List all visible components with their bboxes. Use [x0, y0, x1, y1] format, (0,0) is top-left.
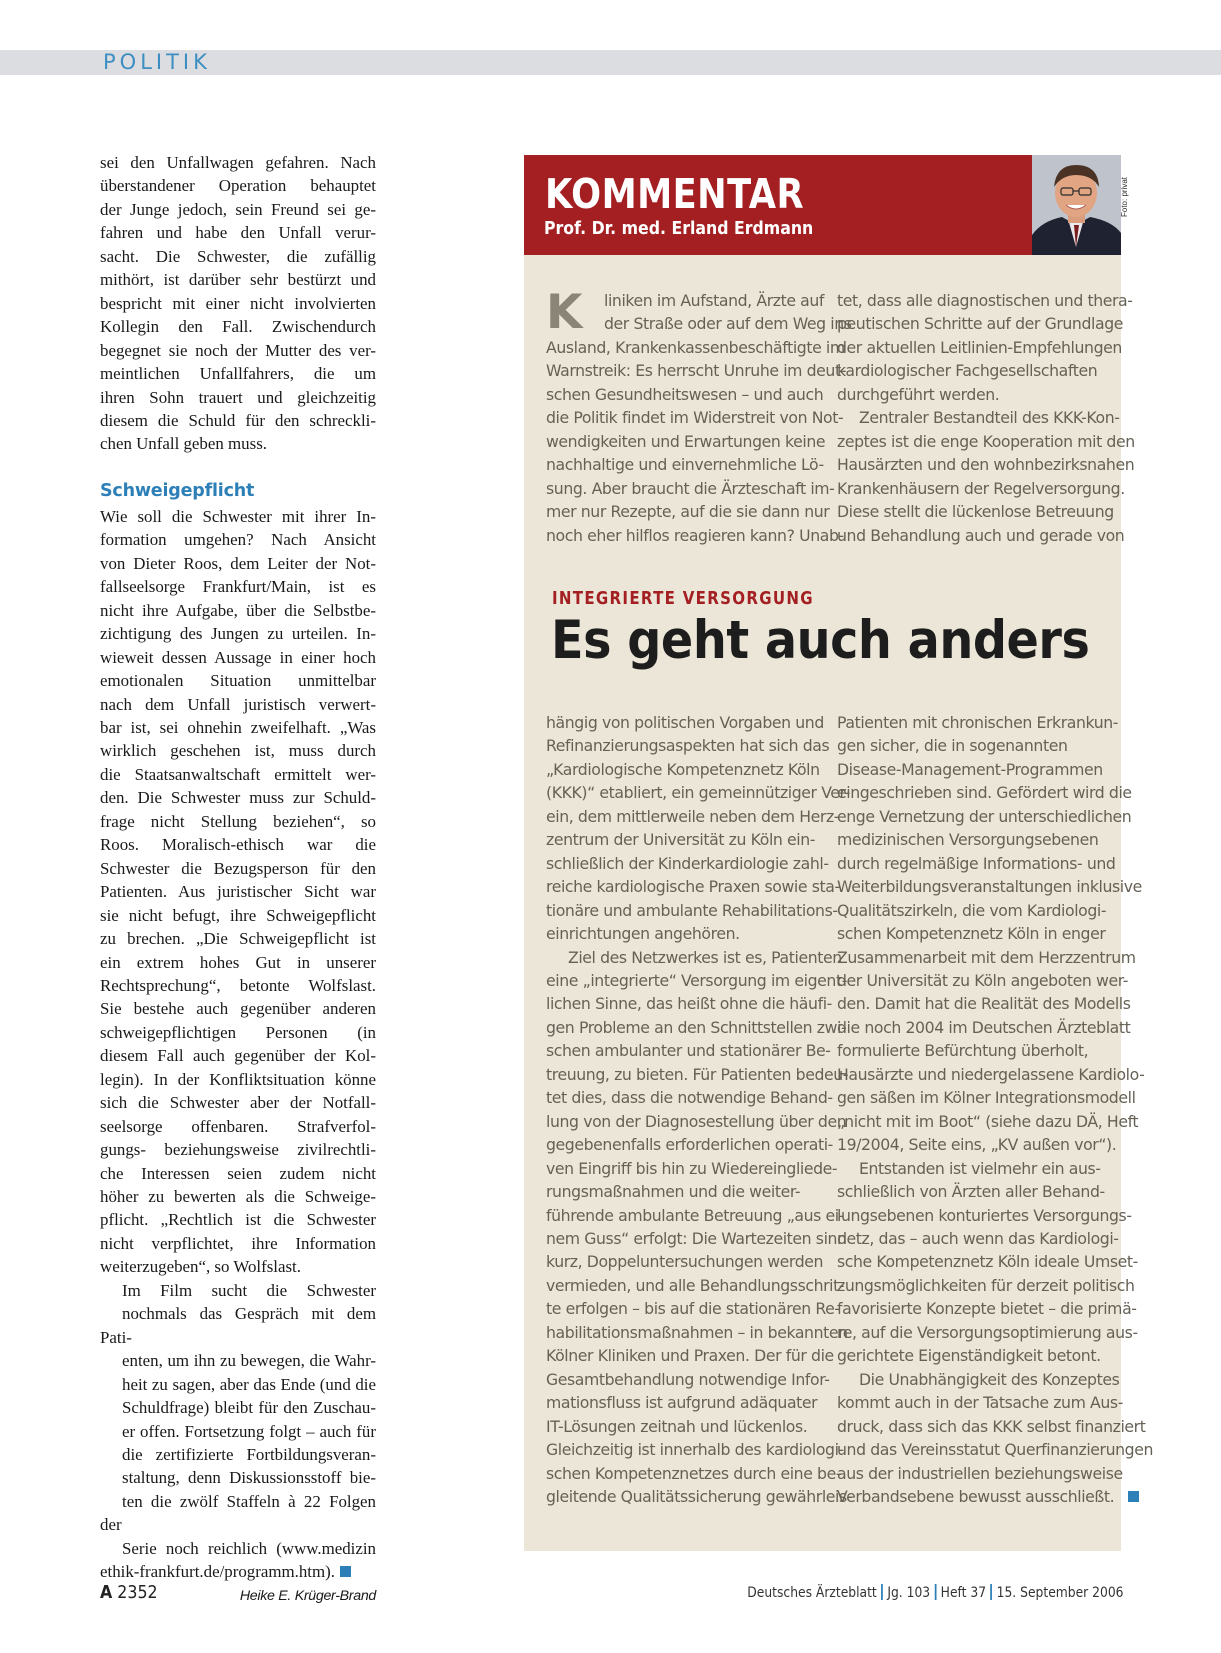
text-line: Schuldfrage) bleibt für den Zuschau- — [122, 1398, 376, 1418]
text-line: zentrum der Universität zu Köln ein- — [546, 830, 816, 850]
text-line: Zentraler Bestandteil des KKK-Kon- — [859, 408, 1120, 428]
text-line: Entstanden ist vielmehr ein aus- — [859, 1158, 1101, 1178]
end-mark-icon — [1128, 1491, 1139, 1502]
text-line: gen sicher, die in sogenannten — [837, 736, 1068, 756]
text-line: wieweit dessen Aussage in einer hoch — [100, 647, 376, 667]
text-line: schließlich von Ärzten aller Behand- — [837, 1182, 1105, 1202]
text-line: den. Die Schwester muss zur Schuld- — [100, 788, 376, 808]
text-line: Im Film sucht die Schwester — [122, 1280, 376, 1300]
text-line: gen säßen im Kölner Integrationsmodell — [837, 1088, 1136, 1108]
separator — [991, 1584, 993, 1600]
text-line: mer nur Rezepte, auf die sie dann nur — [546, 502, 830, 522]
text-line: der Straße oder auf dem Weg ins — [604, 314, 852, 334]
text-line: die noch 2004 im Deutschen Ärzteblatt — [837, 1017, 1131, 1037]
drop-cap: K — [546, 285, 583, 340]
text-line: kardiologischer Fachgesellschaften — [837, 361, 1098, 381]
text-line: vermieden, und alle Behandlungsschrit- — [546, 1275, 845, 1295]
text-line: Verbandsebene bewusst ausschließt. — [837, 1485, 1107, 1508]
text-line: Wie soll die Schwester mit ihrer In- — [100, 506, 376, 526]
author-portrait — [1032, 155, 1121, 255]
comment-author: Prof. Dr. med. Erland Erdmann — [544, 219, 814, 239]
text-line: fahren und habe den Unfall verur- — [100, 223, 376, 243]
text-line: liniken im Aufstand, Ärzte auf — [604, 291, 825, 310]
headline: Es geht auch anders — [551, 610, 1090, 671]
text-line: aus der industriellen beziehungsweise — [837, 1463, 1123, 1483]
text-line: die zertifizierte Fortbildungsveran- — [122, 1445, 376, 1465]
body-column-1-para-2 — [546, 946, 853, 1509]
text-line: wirklich geschehen ist, muss durch — [100, 741, 376, 761]
end-mark-icon — [340, 1566, 351, 1577]
text-line: von Dieter Roos, dem Leiter der Not- — [100, 553, 376, 573]
text-line: pflicht. „Rechtlich ist die Schwester — [100, 1210, 376, 1230]
body-column-2-para-2 — [837, 1157, 1138, 1368]
text-line: ihren Sohn trauert und gleichzeitig — [100, 387, 376, 407]
page-prefix: A — [100, 1582, 113, 1603]
text-line: und das Vereinsstatut Querfinanzierungen — [837, 1440, 1154, 1460]
photo-credit: Foto: privat — [1120, 176, 1129, 217]
text-line: wendigkeiten und Erwartungen keine — [546, 431, 826, 451]
text-line: Gleichzeitig ist innerhalb des kardiologi- — [546, 1440, 844, 1460]
text-line: „nicht mit im Boot“ (siehe dazu DÄ, Heft — [837, 1111, 1139, 1131]
intro-column-2-para-1 — [837, 289, 1133, 406]
text-line: tet, dass alle diagnostischen und thera- — [837, 291, 1133, 310]
journal-info — [748, 1584, 1124, 1602]
text-line: gegebenenfalls erforderlichen operati- — [546, 1135, 833, 1155]
text-line: Ausland, Krankenkassenbeschäftigte im — [546, 337, 845, 357]
text-line: durch regelmäßige Informations- und — [837, 853, 1116, 873]
text-line: Hausärzte und niedergelassene Kardiolo- — [837, 1064, 1145, 1084]
comment-title: KOMMENTAR — [545, 170, 805, 218]
text-line: schen ambulanter und stationärer Be- — [546, 1041, 831, 1061]
text-line: Schwester die Bezugsperson für den — [100, 858, 376, 878]
text-line: Disease-Management-Programmen — [837, 759, 1103, 779]
text-line: Krankenhäusern der Regelversorgung. — [837, 478, 1125, 498]
text-line: zichtigung des Jungen zu urteilen. In- — [100, 624, 376, 644]
section-label: POLITIK — [103, 50, 211, 74]
journal-date: 15. September 2006 — [997, 1585, 1124, 1601]
text-line: schweigepflichtigen Personen (in — [100, 1022, 376, 1042]
paragraph-1 — [100, 151, 376, 456]
text-line: schen Gesundheitswesen – und auch — [546, 384, 824, 404]
text-line: die Staatsanwaltschaft ermittelt wer- — [100, 764, 376, 784]
text-line: meintlichen Unfallfahrers, die um — [100, 364, 376, 384]
intro-column-2-para-2 — [837, 406, 1135, 547]
text-line: ein extrem hohes Gut in unserer — [100, 952, 376, 972]
text-line: kommt auch in der Tatsache zum Aus- — [837, 1393, 1123, 1413]
text-line: weiterzugeben“, so Wolfslast. — [100, 1257, 301, 1277]
text-line: Zusammenarbeit mit dem Herzzentrum — [837, 947, 1136, 967]
text-line: druck, dass sich das KKK selbst finanziert — [837, 1416, 1146, 1436]
text-line: formulierte Befürchtung überholt, — [837, 1041, 1089, 1061]
text-line: legin). In der Konfliktsituation könne — [100, 1069, 376, 1089]
text-line: sei den Unfallwagen gefahren. Nach — [100, 153, 376, 172]
text-line: nicht ihre Aufgabe, über die Selbstbe- — [100, 600, 376, 620]
body-column-2 — [837, 711, 1154, 1508]
text-line: gungs- beziehungsweise zivilrechtli- — [100, 1140, 376, 1160]
text-line: lung von der Diagnosestellung über den — [546, 1111, 847, 1131]
page-number — [100, 1581, 158, 1605]
journal-name: Deutsches Ärzteblatt — [747, 1585, 878, 1601]
text-line: nicht verpflichtet, ihre Information — [100, 1233, 376, 1253]
text-line: 19/2004, Seite eins, „KV außen vor“). — [837, 1135, 1117, 1155]
text-line: „Kardiologische Kompetenznetz Köln — [546, 759, 820, 779]
left-article — [100, 151, 376, 1608]
text-line: mationsfluss ist aufgrund adäquater — [546, 1393, 818, 1413]
text-line: der Junge jedoch, sein Freund sei ge- — [100, 199, 376, 219]
text-line: kurz, Doppeluntersuchungen werden — [546, 1252, 824, 1272]
text-line: zeptes ist die enge Kooperation mit den — [837, 431, 1135, 451]
text-line: netz, das – auch wenn das Kardiologi- — [837, 1228, 1119, 1248]
text-line: Qualitätszirkeln, die vom Kardiologi- — [837, 900, 1107, 920]
text-line: schließlich der Kinderkardiologie zahl- — [546, 853, 829, 873]
text-line: enge Vernetzung der unterschiedlichen — [837, 806, 1132, 826]
text-line: seelsorge offenbaren. Strafverfol- — [100, 1116, 376, 1136]
text-line: reiche kardiologische Praxen sowie sta- — [546, 877, 840, 897]
text-line: führende ambulante Betreuung „aus ei- — [546, 1205, 845, 1225]
intro-column-1 — [546, 285, 852, 547]
paragraph-2 — [100, 505, 376, 1279]
text-line: eine „integrierte“ Versorgung im eigent- — [546, 970, 847, 990]
text-line: nochmals das Gespräch mit dem Pati- — [100, 1304, 376, 1347]
text-line: den. Damit hat die Realität des Modells — [837, 994, 1131, 1014]
subheading: Schweigepflicht — [100, 480, 255, 501]
text-line: tet dies, dass die notwendige Behand- — [546, 1088, 833, 1108]
text-line: ten die zwölf Staffeln à 22 Folgen der — [100, 1491, 376, 1535]
text-line: bespricht mit einer nicht involvierten — [100, 293, 376, 313]
text-line: Gesamtbehandlung notwendige Infor- — [546, 1369, 830, 1389]
text-line: sie nicht befugt, ihre Schweigepflicht — [100, 905, 376, 925]
text-line: IT-Lösungen zeitnah und lückenlos. — [546, 1416, 808, 1436]
text-line: nem Guss“ erfolgt: Die Wartezeiten sind — [546, 1228, 847, 1248]
paragraph-3-text — [100, 1279, 376, 1581]
separator — [935, 1584, 937, 1600]
text-line: chen Unfall geben muss. — [100, 434, 267, 454]
text-line: die Politik findet im Widerstreit von Not- — [546, 408, 844, 428]
text-line: Ziel des Netzwerkes ist es, Patienten — [568, 947, 842, 967]
text-line: Serie noch reichlich (www.medizin — [122, 1538, 376, 1558]
text-line: Weiterbildungsveranstaltungen inklusive — [837, 877, 1142, 897]
intro-column-2 — [837, 289, 1135, 547]
intro-column-1-text — [546, 285, 852, 547]
body-column-1 — [546, 711, 853, 1508]
text-line: einrichtungen angehören. — [546, 924, 740, 944]
author: Heike E. Krüger-Brand — [239, 1587, 376, 1604]
text-line: enten, um ihn zu bewegen, die Wahr- — [122, 1351, 376, 1371]
text-line: hängig von politischen Vorgaben und — [546, 713, 824, 732]
body-column-2-para-3 — [837, 1368, 1154, 1509]
text-line: er offen. Fortsetzung folgt – auch für — [122, 1421, 376, 1441]
text-line: peutischen Schritte auf der Grundlage — [837, 314, 1123, 334]
text-line: fallseelsorge Frankfurt/Main, ist es — [100, 577, 376, 597]
text-line: begegnet sie noch der Mutter des ver- — [100, 340, 376, 360]
kicker: INTEGRIERTE VERSORGUNG — [552, 589, 814, 609]
text-line: ven Eingriff bis hin zu Wiedereingliede- — [546, 1158, 838, 1178]
text-line: Diese stellt die lückenlose Betreuung — [837, 502, 1114, 522]
text-line: Sie bestehe auch gegenüber anderen — [100, 999, 376, 1019]
text-line: Warnstreik: Es herrscht Unruhe im deut- — [546, 361, 846, 381]
text-line: che Interessen seien zudem nicht — [100, 1163, 376, 1183]
text-line: noch eher hilflos reagieren kann? Unab- — [546, 525, 844, 545]
text-line: staltung, denn Diskussionsstoff bie- — [122, 1468, 376, 1488]
text-line: rungsmaßnahmen und die weiter- — [546, 1182, 801, 1202]
text-line: überstandener Operation behauptet — [100, 176, 376, 196]
text-line: sung. Aber braucht die Ärzteschaft im- — [546, 478, 835, 498]
text-line: diesem Fall auch gegenüber der Kol- — [100, 1046, 376, 1066]
text-line: gen Probleme an den Schnittstellen zwi- — [546, 1017, 847, 1037]
journal-volume: Jg. 103 — [887, 1585, 931, 1601]
text-line: diesem die Schuld für den schreckli- — [100, 410, 376, 430]
text-line: emotionalen Situation unmittelbar — [100, 671, 376, 691]
text-line: und Behandlung auch und gerade von — [837, 525, 1125, 545]
text-line: durchgeführt werden. — [837, 384, 1000, 404]
text-line: frage nicht Stellung beziehen“, so — [100, 811, 376, 831]
text-line: Hausärzten und den wohnbezirksnahen — [837, 455, 1135, 475]
text-line: Refinanzierungsaspekten hat sich das — [546, 736, 830, 756]
text-line: schen Kompetenznetz Köln in enger — [837, 924, 1106, 944]
text-line: Kölner Kliniken und Praxen. Der für die — [546, 1346, 834, 1366]
text-line: medizinischen Versorgungsebenen — [837, 830, 1099, 850]
text-line: re, auf die Versorgungsoptimierung aus- — [837, 1322, 1138, 1342]
text-line: ein, dem mittlerweile neben dem Herz- — [546, 806, 840, 826]
text-line: Rechtsprechung“, betonte Wolfslast. — [100, 975, 376, 995]
text-line: sche Kompetenznetz Köln ideale Umset- — [837, 1252, 1138, 1272]
page-number-value: 2352 — [117, 1582, 158, 1603]
text-line: Kollegin den Fall. Zwischendurch — [100, 317, 376, 337]
text-line: schen Kompetenznetzes durch eine be- — [546, 1463, 842, 1483]
text-line: habilitationsmaßnahmen – in bekannten — [546, 1322, 848, 1342]
text-line: favorisierte Konzepte bietet – die primä- — [837, 1299, 1137, 1319]
text-line: treuung, zu bieten. Für Patienten bedeu- — [546, 1064, 849, 1084]
text-line: bar ist, sei ohnehin zweifelhaft. „Was — [100, 717, 376, 737]
text-line: formation umgehen? Nach Ansicht — [100, 530, 376, 550]
body-column-1-para-1 — [546, 711, 850, 946]
text-line: Patienten mit chronischen Erkrankun- — [837, 713, 1119, 732]
text-line: nach dem Unfall juristisch verwert- — [100, 694, 376, 714]
journal-issue: Heft 37 — [941, 1585, 987, 1601]
text-line: höher zu bewerten als die Schweige- — [100, 1187, 376, 1207]
text-line: Die Unabhängigkeit des Konzeptes — [859, 1369, 1120, 1389]
text-line: zu brechen. „Die Schweigepflicht ist — [100, 929, 376, 949]
separator — [882, 1584, 884, 1600]
body-column-2-para-1 — [837, 711, 1145, 1157]
text-line: sich die Schwester aber der Notfall- — [100, 1093, 376, 1113]
text-line: sacht. Die Schwester, die zufällig — [100, 246, 376, 266]
text-line: te erfolgen – bis auf die stationären Re- — [546, 1299, 840, 1319]
portrait-image — [1032, 155, 1121, 255]
text-line: lichen Sinne, das heißt ohne die häufi- — [546, 994, 832, 1014]
text-line: nachhaltige und einvernehmliche Lö- — [546, 455, 824, 475]
text-line: der aktuellen Leitlinien-Empfehlungen — [837, 337, 1122, 357]
text-line: der Universität zu Köln angeboten wer- — [837, 970, 1129, 990]
text-line: (KKK)“ etabliert, ein gemeinnütziger Ver- — [546, 783, 850, 803]
text-line: tionäre und ambulante Rehabilitations- — [546, 900, 838, 920]
text-line: gerichtete Eigenständigkeit betont. — [837, 1346, 1101, 1366]
text-line: ethik-frankfurt.de/programm.htm). — [100, 1562, 335, 1582]
paragraph-3 — [100, 1279, 376, 1584]
text-line: Patienten. Aus juristischer Sicht war — [100, 882, 376, 902]
text-line: zungsmöglichkeiten für derzeit politisch — [837, 1275, 1135, 1295]
text-line: Roos. Moralisch-ethisch war die — [100, 835, 376, 855]
text-line: eingeschrieben sind. Gefördert wird die — [837, 783, 1132, 803]
text-line: mithört, ist darüber sehr bestürzt und — [100, 270, 376, 290]
text-line: heit zu sagen, aber das Ende (und die — [122, 1374, 376, 1394]
text-line: lungsebenen konturiertes Versorgungs- — [837, 1205, 1132, 1225]
text-line: gleitende Qualitätssicherung gewährleis- — [546, 1486, 853, 1506]
